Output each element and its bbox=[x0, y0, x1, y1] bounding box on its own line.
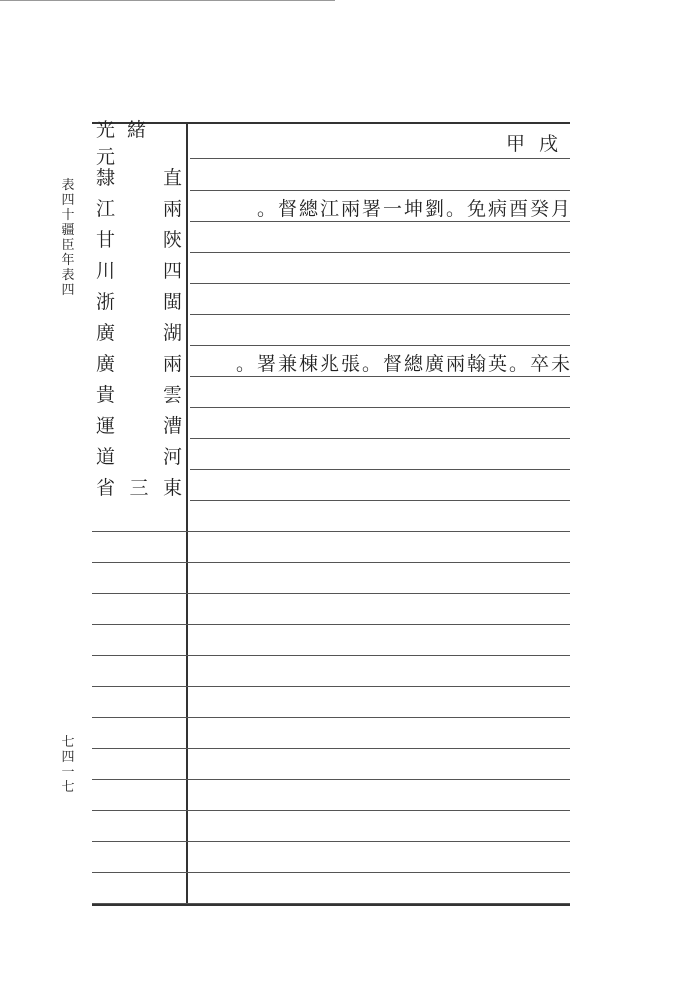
entry-text: 。署兼棟兆張。督總廣兩翰英。卒未 bbox=[235, 352, 572, 375]
row-rule bbox=[92, 779, 570, 780]
province-char: 漕 bbox=[162, 414, 182, 437]
row-rule bbox=[190, 345, 570, 346]
province-cell bbox=[92, 316, 186, 346]
row-rule bbox=[92, 655, 570, 656]
table-left-rule bbox=[186, 122, 188, 904]
year-cycle-text: 甲戌 bbox=[505, 132, 572, 155]
row-rule bbox=[190, 314, 570, 315]
row-rule bbox=[92, 717, 570, 718]
province-cell bbox=[92, 285, 186, 315]
province-char: 湖 bbox=[162, 321, 182, 344]
province-char: 兩 bbox=[162, 197, 182, 220]
row-rule bbox=[190, 500, 570, 501]
row-rule bbox=[190, 221, 570, 222]
province-char: 直 bbox=[162, 166, 182, 189]
row-rule bbox=[92, 872, 570, 873]
province-char: 隸 bbox=[96, 166, 116, 189]
province-char: 兩 bbox=[162, 352, 182, 375]
table-bottom-rule bbox=[92, 904, 570, 906]
province-cell bbox=[92, 378, 186, 408]
province-char: 河 bbox=[162, 445, 182, 468]
province-char: 浙 bbox=[96, 290, 116, 313]
reign-text: 光緒元 bbox=[96, 119, 159, 168]
province-char: 陝 bbox=[162, 228, 182, 251]
row-rule bbox=[92, 593, 570, 594]
province-char: 閩 bbox=[162, 290, 182, 313]
province-char: 貴 bbox=[96, 383, 116, 406]
province-cell bbox=[92, 161, 186, 191]
province-char: 四 bbox=[162, 259, 182, 282]
province-char: 東 bbox=[162, 476, 182, 499]
province-char: 甘 bbox=[96, 228, 116, 251]
row-rule bbox=[190, 407, 570, 408]
province-char: 廣 bbox=[96, 321, 116, 344]
province-char: 省 bbox=[96, 476, 116, 499]
province-char: 運 bbox=[96, 414, 116, 437]
province-char: 道 bbox=[96, 445, 116, 468]
scan-edge-line bbox=[0, 0, 335, 1]
reign-header bbox=[92, 119, 186, 168]
province-cell bbox=[92, 347, 186, 377]
row-rule bbox=[92, 841, 570, 842]
province-cell bbox=[92, 440, 186, 470]
row-rule bbox=[190, 283, 570, 284]
row-rule bbox=[92, 748, 570, 749]
row-rule bbox=[190, 469, 570, 470]
row-rule bbox=[92, 903, 570, 904]
row-rule bbox=[190, 252, 570, 253]
page-number: 七四一七 bbox=[61, 735, 75, 795]
province-char: 川 bbox=[96, 259, 116, 282]
province-char: 廣 bbox=[96, 352, 116, 375]
row-rule bbox=[92, 810, 570, 811]
province-char: 江 bbox=[96, 197, 116, 220]
row-rule bbox=[92, 686, 570, 687]
margin-title: 表四十 疆臣年表四 bbox=[61, 178, 75, 298]
row-rule bbox=[190, 376, 570, 377]
province-cell bbox=[92, 471, 186, 501]
entry-text: 。督總江兩署一坤劉。免病酉癸月 bbox=[256, 197, 572, 220]
header-rule bbox=[190, 158, 570, 159]
row-rule bbox=[92, 624, 570, 625]
province-char: 雲 bbox=[162, 383, 182, 406]
province-char: 三 bbox=[129, 476, 149, 499]
row-rule bbox=[190, 190, 570, 191]
row-rule bbox=[92, 562, 570, 563]
row-rule bbox=[190, 438, 570, 439]
province-cell bbox=[92, 409, 186, 439]
province-cell bbox=[92, 254, 186, 284]
province-cell bbox=[92, 223, 186, 253]
year-cycle bbox=[192, 127, 572, 157]
row-rule bbox=[92, 531, 570, 532]
province-cell bbox=[92, 192, 186, 222]
